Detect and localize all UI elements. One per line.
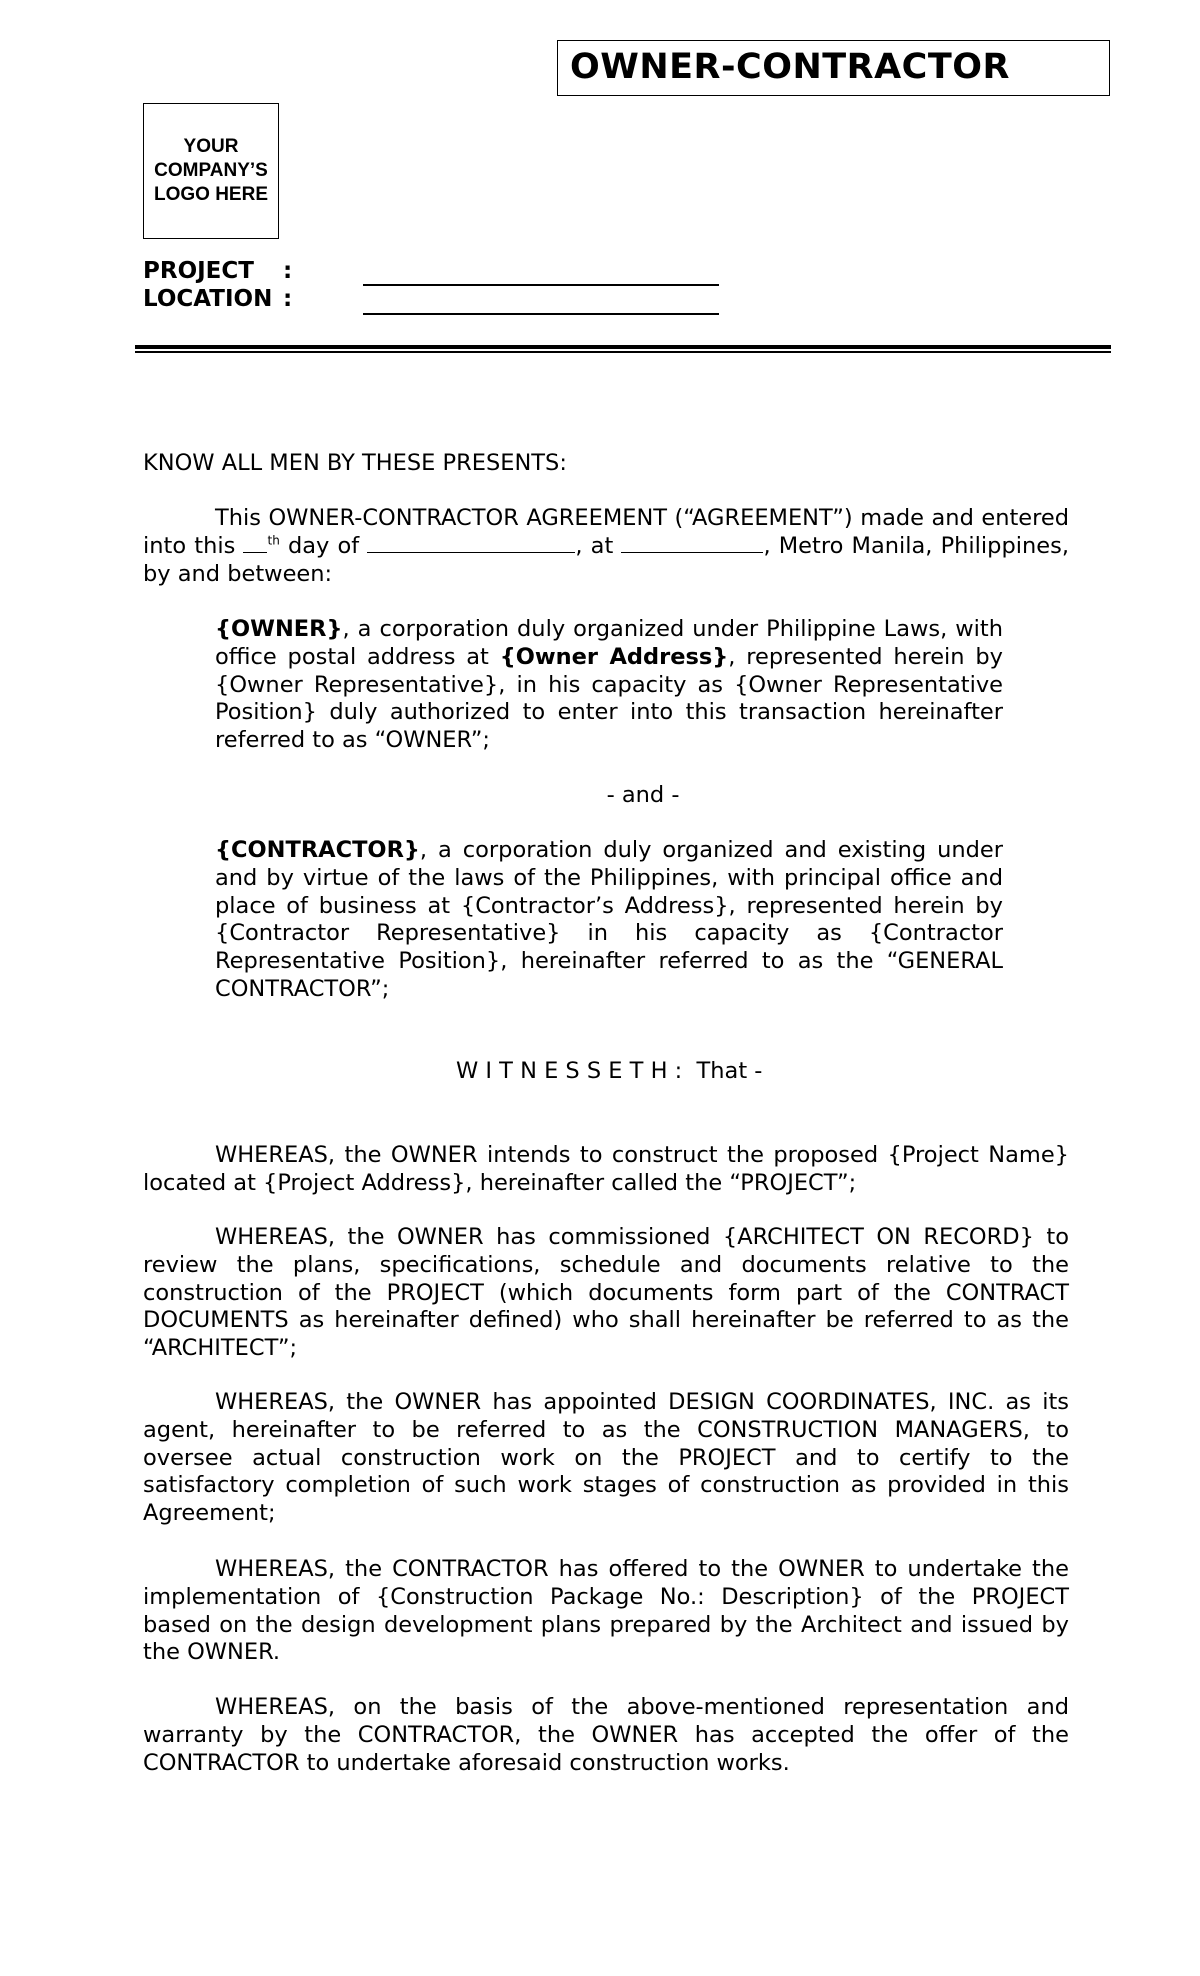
and-separator: - and - <box>606 782 680 808</box>
project-colon: : <box>283 258 293 284</box>
preamble-text-a: This OWNER-CONTRACTOR AGREEMENT (“AGREEMENT”) made and entered into this <box>143 505 1069 559</box>
owner-text-a: , a corporation duly organized under Philippine Laws, with office postal address at <box>215 616 1003 670</box>
whereas-clause-3: WHEREAS, the OWNER has appointed DESIGN COORDINATES, INC. as its agent, hereinafter to be referred to as the CONSTRUCTION MANAGERS, to oversee actual construction work on the PROJECT and to certify to the satisfactory completion of such work stages of construction as provided in this Agreement; <box>143 1389 1069 1527</box>
location-blank-line <box>363 313 719 315</box>
witnesseth-heading: W I T N E S S E T H : That - <box>456 1058 763 1084</box>
whereas-clause-5: WHEREAS, on the basis of the above-mentioned representation and warranty by the CONTRACTOR, the OWNER has accepted the offer of the CONTRACTOR to undertake aforesaid construction works. <box>143 1694 1069 1776</box>
agreement-preamble <box>143 505 1069 588</box>
whereas-clause-1: WHEREAS, the OWNER intends to construct the proposed {Project Name} located at {Project Address}, hereinafter called the “PROJECT”; <box>143 1142 1069 1196</box>
month-blank <box>367 534 575 553</box>
company-logo-placeholder <box>143 103 279 239</box>
contractor-name: {CONTRACTOR} <box>215 837 420 863</box>
owner-party-paragraph <box>215 616 1003 755</box>
logo-placeholder-text: YOUR COMPANY’S LOGO HERE <box>153 136 268 205</box>
document-title-box <box>557 40 1110 96</box>
owner-text-b: , represented herein by {Owner Representative}, in his capacity as {Owner Representative Position} duly authorized to enter into this transaction hereinafter referred to as “OWNER”; <box>215 643 1003 754</box>
contractor-text: , a corporation duly organized and existing under and by virtue of the laws of the Philippines, with principal office and place of business at {Contractor’s Address}, represented herein by {Contractor Representative} in his capacity as {Contractor Representative Position}, hereinafter referred to as the “GENERAL CONTRACTOR”; <box>215 837 1003 1002</box>
preamble-text-d: , Metro Manila, Philippines, by and between: <box>143 532 1069 587</box>
whereas-clause-2: WHEREAS, the OWNER has commissioned {ARCHITECT ON RECORD} to review the plans, specifications, schedule and documents relative to the construction of the PROJECT (which documents form part of the CONTRACT DOCUMENTS as hereinafter defined) who shall hereinafter be referred to as the “ARCHITECT”; <box>143 1224 1069 1362</box>
project-blank-line <box>363 284 719 286</box>
contractor-party-paragraph <box>215 837 1003 1004</box>
owner-address: {Owner Address} <box>499 643 729 670</box>
document-title: OWNER-CONTRACTOR <box>570 47 1010 87</box>
location-colon: : <box>283 286 293 312</box>
header-divider-thin <box>135 351 1111 353</box>
project-label: PROJECT <box>143 258 254 284</box>
location-row <box>143 286 293 312</box>
header-divider-thick <box>135 345 1111 349</box>
owner-name: {OWNER} <box>215 616 343 642</box>
day-blank <box>243 534 267 553</box>
day-suffix: th <box>267 533 280 548</box>
location-label: LOCATION <box>143 286 273 312</box>
preamble-text-b: day of <box>279 532 368 559</box>
whereas-clause-4: WHEREAS, the CONTRACTOR has offered to the OWNER to undertake the implementation of {Construction Package No.: Description} of the PROJECT based on the design development plans prepared by the Architect and issued by the OWNER. <box>143 1556 1069 1666</box>
preamble-text-c: , at <box>575 532 622 559</box>
project-row <box>143 258 293 284</box>
intro-line: KNOW ALL MEN BY THESE PRESENTS: <box>143 450 567 476</box>
place-blank <box>621 534 763 553</box>
